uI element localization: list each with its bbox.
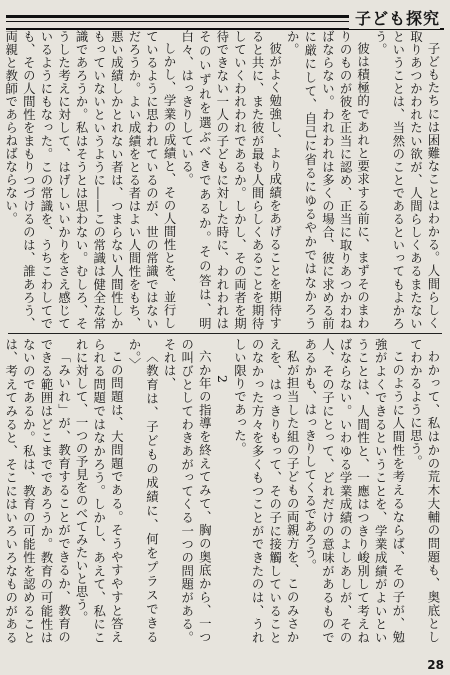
upper-paragraph-3: 彼がよく勉強し、より成績をあげることを期待すると共に、また彼が最も人間らしくあることを期待していくわれわれであるか。しかし、その両者を期待できない一人の子どもに対した時に、われわれはそのいずれを選ぶべきであるか。その答は、明白々、はっきりしている。 [179,30,283,330]
lower-paragraph-6: この問題は、大問題である。そうやすやすと答えられる問題ではなかろう。しかし、あえて、私にこれに対して、一つの予見をのべてみたいと思う。 [74,338,125,644]
section-number: 2 [214,375,230,384]
lower-text-block [3,338,442,644]
section-title: 子ども探究 [349,6,440,29]
upper-paragraph-4: しかし、学業の成績と、その人間性とを、並行しているように思われているのが、世の常識ではないだろうか。よい成績をとる者はよい人間性をもち、悪い成績しかとれない者は、つまらない人間性しかもっていないというように――この常識は健全な常識であろうか。私はそうとは思わない。むしろ、そうした考えに対して、はげしいいかりをさえ感じているようにもなった。この常識を、うちこわしてでも、その人間性をまもりつづけるのは、誰あろう、両親と教師であらねばならない。 [3,30,178,330]
upper-paragraph-5 [0,30,2,330]
lower-paragraph-7: 「みいれ」が、教育することができるか、教育のできる範囲はどこまでであろうか。教育の可能性はないのであるか。私は、教育の可能性を認めることは、考えてみると、そこにはいろいろなものがある [3,338,72,644]
lower-paragraph-3: 私が担当した組の子どもの両親方を、このみさかえを、はっきりもって、その子に接觸していることのなかった方々を多くもつことができたのは、うれしい限りであった。 [232,338,301,644]
upper-paragraph-1: 子どもたちには困難なことはわかる。人間らしく取りあつかわれたい欲が、人間らしくあるまたないということは、当然のことであるといってもよかろう。 [373,30,441,330]
header-rule-thin [6,21,354,22]
lower-paragraph-4: 六か年の指導を終えてみて、胸の奥底から、一つの叫びとしてわきあがってくる一つの問題がある。それは、 [162,338,213,644]
page-number: 28 [427,658,444,672]
upper-paragraph-2: 彼は積極的であれと要求する前に、まずそのまわりのものが彼を正当に認め、正当に取りあつかわねばならない。われわれは多くの場合、彼に求める前に厳にして、自己に省るにゆるやかではなかろうか。 [285,30,371,330]
upper-text-block [3,30,442,330]
lower-paragraph-5: 〈教育は、子どもの成績に、何をプラスできるか。〉 [126,338,160,644]
lower-paragraph-2: このように人間性を考えるならば、その子が、勉強がよくできるということを、学業成績がよいということは、人間性と、一應はつきり峻別して考えねばならない。いわゆる学業成績のよしあしが、その人、その子にとって、どれだけの意味があるものであるかも、はっきりしてくるであろう。 [302,338,406,644]
lower-paragraph-1: わかって、私はかの荒木大輔の問題も、奥底としてわかるように思う。 [408,338,441,644]
section-divider [8,333,442,334]
header-rule [6,15,354,18]
page-header [6,6,444,30]
